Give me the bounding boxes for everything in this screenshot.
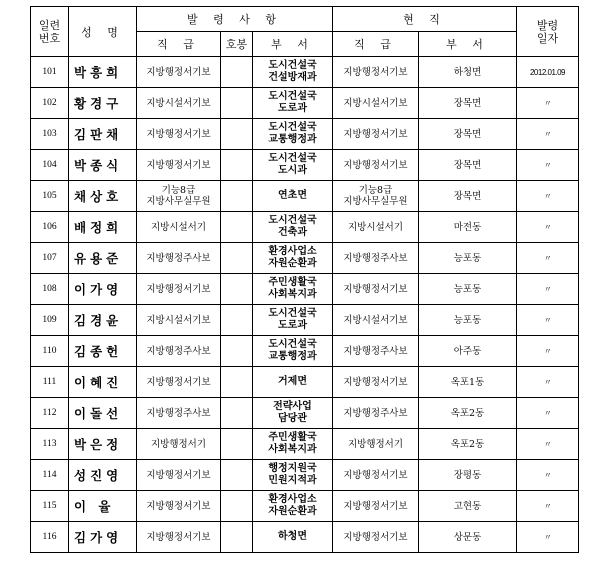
appointment-date-cell: 〃 <box>517 491 579 522</box>
appointed-rank-cell <box>137 305 221 336</box>
grade-step-cell <box>221 367 253 398</box>
cell-line: 도시건설국 <box>268 215 317 226</box>
serial-number-cell: 110 <box>31 336 69 367</box>
appointment-date-cell: 〃 <box>517 274 579 305</box>
table-row <box>31 336 579 367</box>
cell-line: 지방행정서기보 <box>343 469 408 481</box>
current-dept-cell: 고현동 <box>419 491 517 522</box>
cell-line: 지방행정서기보 <box>343 376 408 388</box>
serial-number-cell: 112 <box>31 398 69 429</box>
cell-line: 지방시설서기보 <box>343 97 408 109</box>
cell-line: 도로과 <box>278 103 307 114</box>
serial-number-cell: 106 <box>31 212 69 243</box>
grade-step-cell <box>221 336 253 367</box>
appointment-table <box>30 6 579 553</box>
grade-step-cell <box>221 398 253 429</box>
cell-line: 건설방재과 <box>268 72 317 83</box>
cell-line: 지방행정주사보 <box>343 345 408 357</box>
current-rank-cell <box>333 460 419 491</box>
appointed-rank-cell <box>137 336 221 367</box>
name-cell: 박종식 <box>69 150 137 181</box>
cell-line: 지방행정주사보 <box>343 252 408 264</box>
cell-line: 주민생활국 <box>268 277 317 288</box>
appointed-dept-cell <box>253 522 333 553</box>
appointment-date-cell: 〃 <box>517 150 579 181</box>
cell-line: 지방행정서기보 <box>343 159 408 171</box>
current-dept-cell: 장목면 <box>419 119 517 150</box>
name-cell: 김경윤 <box>69 305 137 336</box>
appointed-rank-cell <box>137 88 221 119</box>
cell-line: 지방행정서기보 <box>146 376 211 388</box>
cell-line: 담당관 <box>278 413 307 424</box>
cell-line: 민원지적과 <box>268 475 317 486</box>
serial-number-cell: 107 <box>31 243 69 274</box>
name-cell: 이혜진 <box>69 367 137 398</box>
cell-line: 지방사무실무원 <box>343 196 408 207</box>
header-rank: 직 급 <box>137 32 221 57</box>
header-current-rank: 직 급 <box>333 32 419 57</box>
cell-line: 지방행정주사보 <box>146 252 211 264</box>
current-rank-cell <box>333 57 419 88</box>
table-row <box>31 181 579 212</box>
cell-line: 지방행정서기 <box>150 438 207 450</box>
current-rank-cell <box>333 429 419 460</box>
cell-line: 지방행정서기보 <box>343 500 408 512</box>
grade-step-cell <box>221 305 253 336</box>
table-row <box>31 212 579 243</box>
grade-step-cell <box>221 181 253 212</box>
grade-step-cell <box>221 274 253 305</box>
cell-line: 도시건설국 <box>268 60 317 71</box>
appointment-date-cell: 〃 <box>517 243 579 274</box>
appointed-rank-cell <box>137 212 221 243</box>
grade-step-cell <box>221 57 253 88</box>
current-dept-cell: 옥포2동 <box>419 429 517 460</box>
current-rank-cell <box>333 336 419 367</box>
appointed-dept-cell <box>253 243 333 274</box>
appointed-dept-cell <box>253 429 333 460</box>
cell-line: 사회복지과 <box>268 289 317 300</box>
table-row <box>31 398 579 429</box>
appointed-dept-cell <box>253 367 333 398</box>
cell-line: 지방행정서기보 <box>146 500 211 512</box>
cell-line: 주민생활국 <box>268 432 317 443</box>
header-name: 성 명 <box>69 7 137 57</box>
serial-number-cell: 101 <box>31 57 69 88</box>
appointed-rank-cell <box>137 522 221 553</box>
name-cell: 박은정 <box>69 429 137 460</box>
serial-number-cell: 103 <box>31 119 69 150</box>
grade-step-cell <box>221 243 253 274</box>
header-dept: 부 서 <box>253 32 333 57</box>
cell-line: 지방행정주사보 <box>146 345 211 357</box>
cell-line: 기능8급 <box>358 185 393 196</box>
grade-step-cell <box>221 212 253 243</box>
appointed-dept-cell <box>253 336 333 367</box>
current-rank-cell <box>333 522 419 553</box>
appointed-rank-cell <box>137 243 221 274</box>
serial-number-cell: 108 <box>31 274 69 305</box>
header-grade-step: 호봉 <box>221 32 253 57</box>
cell-line: 자원순환과 <box>268 258 317 269</box>
appointed-rank-cell <box>137 57 221 88</box>
appointment-date-cell: 〃 <box>517 212 579 243</box>
current-dept-cell: 하청면 <box>419 57 517 88</box>
name-cell: 황경구 <box>69 88 137 119</box>
serial-number-cell: 115 <box>31 491 69 522</box>
table-row <box>31 460 579 491</box>
current-rank-cell <box>333 150 419 181</box>
cell-line: 지방시설서기보 <box>343 314 408 326</box>
cell-line: 자원순환과 <box>268 506 317 517</box>
appointed-dept-cell <box>253 212 333 243</box>
table-row <box>31 491 579 522</box>
current-rank-cell <box>333 212 419 243</box>
name-cell: 이가영 <box>69 274 137 305</box>
name-cell: 김판채 <box>69 119 137 150</box>
name-cell: 이돌선 <box>69 398 137 429</box>
cell-line: 도시건설국 <box>268 308 317 319</box>
appointed-dept-cell <box>253 274 333 305</box>
cell-line: 지방행정주사보 <box>343 407 408 419</box>
appointed-dept-cell <box>253 88 333 119</box>
serial-number-cell: 113 <box>31 429 69 460</box>
appointed-dept-cell <box>253 57 333 88</box>
appointed-dept-cell <box>253 150 333 181</box>
cell-line: 지방시설서기 <box>150 221 207 233</box>
cell-line: 도로과 <box>278 320 307 331</box>
appointment-date-cell: 〃 <box>517 460 579 491</box>
cell-line: 도시건설국 <box>268 339 317 350</box>
cell-line: 도시과 <box>278 165 307 176</box>
cell-line: 지방행정서기 <box>347 438 404 450</box>
name-cell: 김종헌 <box>69 336 137 367</box>
cell-line: 지방행정서기보 <box>146 128 211 140</box>
current-dept-cell: 옥포1동 <box>419 367 517 398</box>
name-cell: 박흥희 <box>69 57 137 88</box>
cell-line: 행정지원국 <box>268 463 317 474</box>
appointed-rank-cell <box>137 398 221 429</box>
table-body <box>31 57 579 553</box>
cell-line: 지방행정서기보 <box>343 283 408 295</box>
table-row <box>31 305 579 336</box>
serial-number-cell: 105 <box>31 181 69 212</box>
grade-step-cell <box>221 119 253 150</box>
table-row <box>31 429 579 460</box>
current-rank-cell <box>333 398 419 429</box>
cell-line: 지방행정서기보 <box>146 159 211 171</box>
table-row <box>31 88 579 119</box>
appointment-date-cell: 〃 <box>517 305 579 336</box>
grade-step-cell <box>221 491 253 522</box>
appointed-dept-cell <box>253 181 333 212</box>
grade-step-cell <box>221 88 253 119</box>
current-dept-cell: 장목면 <box>419 88 517 119</box>
current-dept-cell: 아주동 <box>419 336 517 367</box>
header-date: 발령 일자 <box>517 7 579 57</box>
cell-line: 지방행정서기보 <box>146 531 211 543</box>
grade-step-cell <box>221 460 253 491</box>
grade-step-cell <box>221 429 253 460</box>
cell-line: 도시건설국 <box>268 91 317 102</box>
appointment-date-cell: 〃 <box>517 429 579 460</box>
grade-step-cell <box>221 522 253 553</box>
table-row <box>31 522 579 553</box>
cell-line: 연초면 <box>278 190 307 201</box>
current-rank-cell <box>333 181 419 212</box>
cell-line: 도시건설국 <box>268 122 317 133</box>
serial-number-cell: 111 <box>31 367 69 398</box>
cell-line: 지방행정서기보 <box>343 531 408 543</box>
appointed-rank-cell <box>137 181 221 212</box>
cell-line: 전략사업 <box>273 401 312 412</box>
table-row <box>31 367 579 398</box>
name-cell: 김가영 <box>69 522 137 553</box>
cell-line: 기능8급 <box>161 185 196 196</box>
serial-number-cell: 109 <box>31 305 69 336</box>
appointed-dept-cell <box>253 460 333 491</box>
cell-line: 지방시설서기보 <box>146 314 211 326</box>
current-dept-cell: 능포동 <box>419 243 517 274</box>
cell-line: 지방행정서기보 <box>146 66 211 78</box>
cell-line: 건축과 <box>278 227 307 238</box>
current-rank-cell <box>333 367 419 398</box>
appointed-rank-cell <box>137 429 221 460</box>
appointed-rank-cell <box>137 460 221 491</box>
appointment-date-cell: 〃 <box>517 398 579 429</box>
table-row <box>31 150 579 181</box>
cell-line: 지방시설서기 <box>347 221 404 233</box>
appointed-rank-cell <box>137 150 221 181</box>
name-cell: 채상호 <box>69 181 137 212</box>
serial-number-cell: 116 <box>31 522 69 553</box>
current-rank-cell <box>333 243 419 274</box>
current-rank-cell <box>333 274 419 305</box>
current-rank-cell <box>333 305 419 336</box>
current-rank-cell <box>333 88 419 119</box>
appointed-rank-cell <box>137 274 221 305</box>
appointment-table-container <box>30 6 579 553</box>
serial-number-cell: 104 <box>31 150 69 181</box>
current-dept-cell: 능포동 <box>419 274 517 305</box>
appointment-date-cell: 〃 <box>517 367 579 398</box>
table-row <box>31 243 579 274</box>
current-dept-cell: 장목면 <box>419 150 517 181</box>
serial-number-cell: 102 <box>31 88 69 119</box>
appointed-dept-cell <box>253 119 333 150</box>
current-dept-cell: 상문동 <box>419 522 517 553</box>
header-serial: 일련 번호 <box>31 7 69 57</box>
current-rank-cell <box>333 491 419 522</box>
appointment-date-cell: 2012.01.09 <box>517 57 579 88</box>
appointment-date-cell: 〃 <box>517 522 579 553</box>
appointed-dept-cell <box>253 491 333 522</box>
current-dept-cell: 장평동 <box>419 460 517 491</box>
cell-line: 교통행정과 <box>268 134 317 145</box>
cell-line: 환경사업소 <box>268 494 317 505</box>
name-cell: 성진영 <box>69 460 137 491</box>
cell-line: 지방행정서기보 <box>343 128 408 140</box>
cell-line: 거제면 <box>278 376 307 387</box>
appointment-date-cell: 〃 <box>517 181 579 212</box>
appointment-date-cell: 〃 <box>517 88 579 119</box>
current-dept-cell: 옥포2동 <box>419 398 517 429</box>
table-row <box>31 274 579 305</box>
current-dept-cell: 능포동 <box>419 305 517 336</box>
table-row <box>31 57 579 88</box>
name-cell: 유용준 <box>69 243 137 274</box>
current-rank-cell <box>333 119 419 150</box>
table-row <box>31 119 579 150</box>
appointed-rank-cell <box>137 119 221 150</box>
appointment-date-cell: 〃 <box>517 119 579 150</box>
cell-line: 도시건설국 <box>268 153 317 164</box>
cell-line: 하청면 <box>278 531 307 542</box>
appointed-rank-cell <box>137 367 221 398</box>
cell-line: 지방사무실무원 <box>146 196 211 207</box>
serial-number-cell: 114 <box>31 460 69 491</box>
header-current-dept: 부 서 <box>419 32 517 57</box>
appointment-date-cell: 〃 <box>517 336 579 367</box>
cell-line: 지방시설서기보 <box>146 97 211 109</box>
cell-line: 지방행정서기보 <box>146 283 211 295</box>
appointed-dept-cell <box>253 305 333 336</box>
cell-line: 교통행정과 <box>268 351 317 362</box>
cell-line: 지방행정서기보 <box>146 469 211 481</box>
current-dept-cell: 마전동 <box>419 212 517 243</box>
header-appointment: 발 령 사 항 <box>137 7 333 32</box>
appointed-dept-cell <box>253 398 333 429</box>
cell-line: 지방행정서기보 <box>343 66 408 78</box>
appointed-rank-cell <box>137 491 221 522</box>
grade-step-cell <box>221 150 253 181</box>
header-current: 현 직 <box>333 7 517 32</box>
cell-line: 사회복지과 <box>268 444 317 455</box>
cell-line: 지방행정주사보 <box>146 407 211 419</box>
name-cell: 배정희 <box>69 212 137 243</box>
current-dept-cell: 장목면 <box>419 181 517 212</box>
cell-line: 환경사업소 <box>268 246 317 257</box>
name-cell: 이 율 <box>69 491 137 522</box>
